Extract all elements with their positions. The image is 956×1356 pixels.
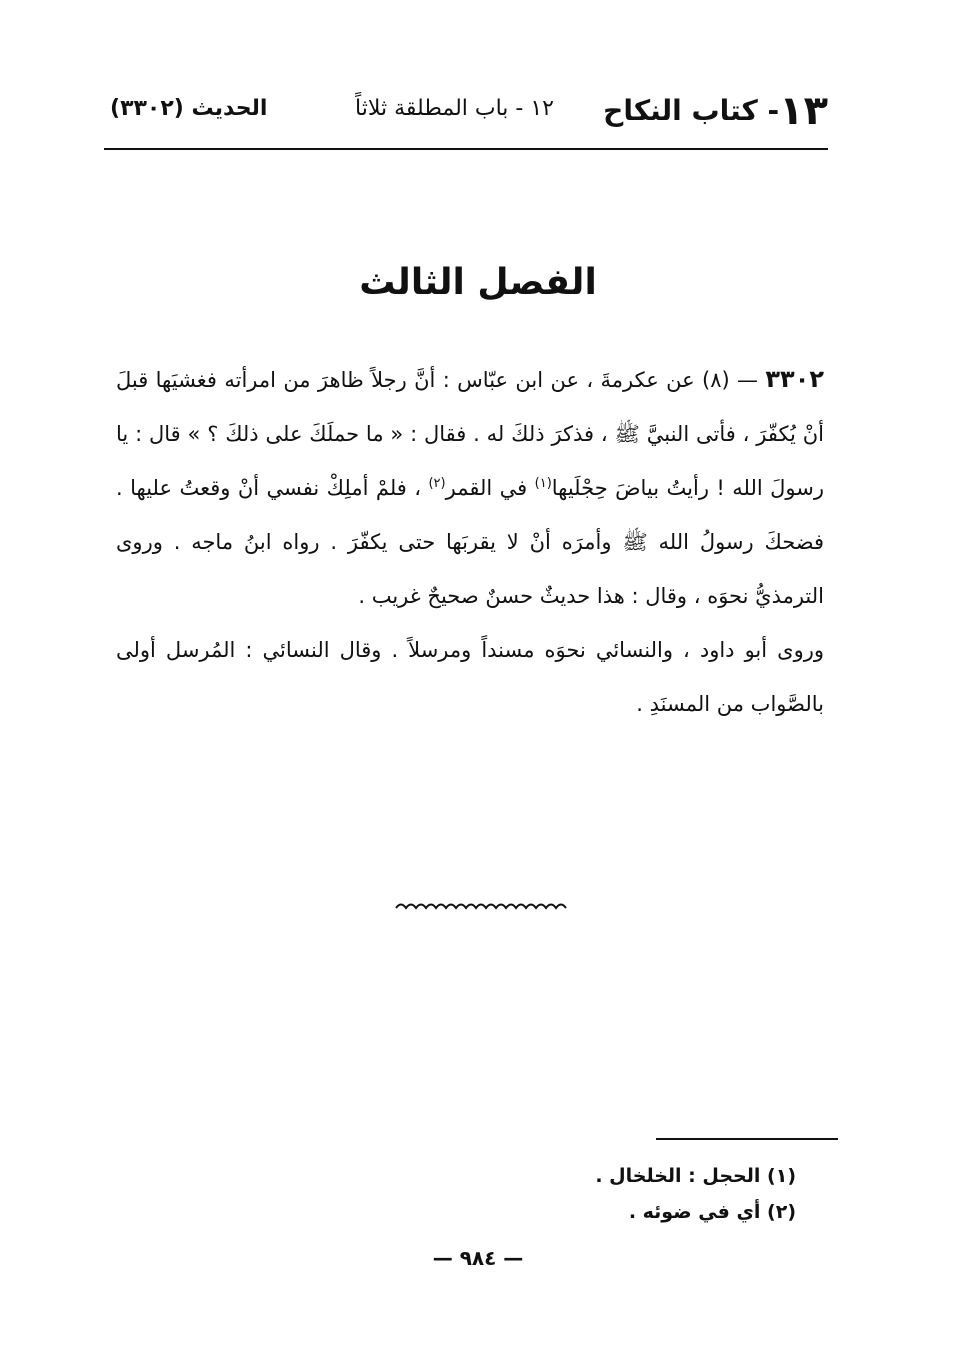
header-divider — [104, 148, 828, 150]
book-title — [603, 88, 828, 134]
hadith-text — [116, 352, 824, 731]
hadith-text-part-1: — (٨) عن عكرمةَ ، عن ابن عبّاس : أنَّ رجلاً ظاهرَ من امرأته فغشيَها قبلَ أنْ يُكفّرَ ، فأتى النبيَّ ﷺ ، فذكرَ ذلكَ له . فقال : « ما حملَكَ على ذلكَ ؟ » قال : يا رسولَ الله ! رأيتُ بياضَ حِجْلَيها — [116, 368, 824, 500]
footnotes — [496, 1158, 796, 1230]
book-title-text: - كتاب النكاح — [603, 94, 780, 127]
footnote-1: (١) الحجل : الخلخال . — [595, 1165, 796, 1187]
hadith-text-part-2: في القمر — [445, 476, 535, 500]
section-title: الفصل الثالث — [359, 262, 597, 303]
hadith-number: ٣٣٠٢ — [765, 365, 824, 393]
hadith-paragraph-2: وروى أبو داود ، والنسائي نحوَه مسنداً ومرسلاً . وقال النسائي : المُرسل أولى بالصَّواب من المسنَدِ . — [116, 638, 824, 716]
hadith-reference: الحديث (٣٣٠٢) — [110, 96, 268, 121]
footnote-divider — [656, 1138, 838, 1140]
chapter-title: ١٢ - باب المطلقة ثلاثاً — [355, 96, 554, 121]
footnote-2: (٢) أي في ضوئه . — [628, 1201, 796, 1223]
footnote-ref-1: (١) — [534, 476, 552, 491]
decorative-divider — [394, 898, 570, 914]
hadith-text-part-3: ، فلمْ أملِكْ نفسي أنْ وقعتُ عليها . فضحكَ رسولُ الله ﷺ وأمرَه أنْ لا يقربَها حتى يكفّرَ . رواه ابنُ ماجه . وروى الترمذيُّ نحوَه ، وقال : هذا حديثٌ حسنٌ صحيحٌ غريب . — [116, 476, 824, 608]
running-header — [104, 88, 828, 148]
hadith-paragraph-1 — [116, 352, 824, 623]
page-number: — ٩٨٤ — — [432, 1246, 524, 1270]
book-number: ١٣ — [779, 88, 828, 134]
footnote-ref-2: (٢) — [428, 476, 446, 491]
